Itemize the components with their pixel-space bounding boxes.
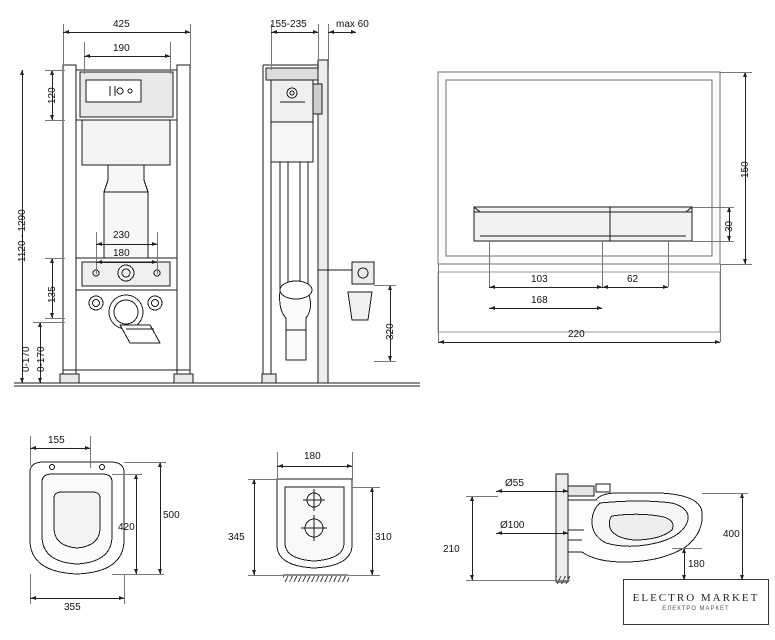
- dim-label-103: 103: [531, 274, 548, 285]
- ext-line: [348, 575, 380, 576]
- ext-line: [30, 436, 31, 466]
- dim-label-30: 30: [724, 220, 735, 232]
- dim-label-d55: Ø55: [505, 478, 524, 489]
- dim-label-0-170-outer: 0-170: [21, 346, 32, 372]
- dim-label-345: 345: [228, 532, 245, 543]
- ext-line: [352, 452, 353, 480]
- dim-line-155-235: [271, 32, 318, 33]
- dim-label-120: 120: [47, 87, 58, 104]
- ext-line: [190, 24, 191, 68]
- ext-line: [45, 120, 65, 121]
- ext-line: [157, 232, 158, 274]
- dim-line-400: [742, 493, 743, 580]
- dim-line-210: [472, 496, 473, 580]
- ext-line: [352, 487, 380, 488]
- ext-line: [124, 462, 166, 463]
- dim-label-220: 220: [568, 329, 585, 340]
- ext-line: [602, 241, 603, 287]
- dim-label-180-front: 180: [113, 248, 130, 259]
- dim-line-180-rear: [277, 466, 352, 467]
- dim-label-500: 500: [163, 510, 180, 521]
- ext-line: [466, 496, 498, 497]
- dim-label-155-235: 155-235: [270, 19, 307, 30]
- dim-line-d100: [496, 533, 568, 534]
- ext-line: [672, 548, 702, 549]
- dim-label-210: 210: [443, 544, 460, 555]
- dim-line-62: [602, 287, 668, 288]
- ext-line: [170, 42, 171, 74]
- ext-line: [466, 580, 570, 581]
- dim-label-320: 320: [385, 323, 396, 340]
- ext-line: [720, 72, 752, 73]
- ext-line: [720, 264, 752, 265]
- dim-line-355: [30, 598, 124, 599]
- dim-line-310: [372, 487, 373, 575]
- dim-label-135: 135: [47, 286, 58, 303]
- dim-line-155: [30, 448, 90, 449]
- dim-line-420: [136, 474, 137, 574]
- dim-label-310: 310: [375, 532, 392, 543]
- ext-line: [45, 70, 65, 71]
- ext-line: [318, 24, 319, 68]
- dim-line-168: [489, 308, 602, 309]
- ext-line: [45, 318, 65, 319]
- ext-line: [112, 474, 142, 475]
- dim-label-168: 168: [531, 295, 548, 306]
- dim-label-0-170-inner: 0-170: [36, 346, 47, 372]
- ext-line: [124, 574, 125, 604]
- ext-line: [692, 207, 734, 208]
- ext-line: [248, 479, 278, 480]
- dim-label-425: 425: [113, 19, 130, 30]
- dim-label-150: 150: [740, 161, 751, 178]
- dim-label-190: 190: [113, 43, 130, 54]
- ext-line: [374, 285, 396, 286]
- ext-line: [90, 436, 91, 468]
- dim-label-400: 400: [723, 529, 740, 540]
- ext-line: [668, 241, 669, 287]
- ext-line: [33, 322, 65, 323]
- dim-label-155: 155: [48, 435, 65, 446]
- ext-line: [374, 361, 396, 362]
- watermark-logo: [623, 579, 769, 625]
- ext-line: [489, 241, 490, 287]
- ext-line: [692, 241, 734, 242]
- dim-label-355: 355: [64, 602, 81, 613]
- ext-line: [45, 258, 65, 259]
- dim-label-max60: max 60: [336, 19, 369, 30]
- dim-label-180-side: 180: [688, 559, 705, 570]
- dim-line-500: [160, 462, 161, 574]
- dim-line-345: [254, 479, 255, 575]
- ext-line: [702, 493, 748, 494]
- ext-line: [96, 232, 97, 274]
- dim-line-103: [489, 287, 602, 288]
- dim-line-425: [63, 32, 190, 33]
- dim-label-230: 230: [113, 230, 130, 241]
- dim-label-total-height: 1120 - 1290: [17, 209, 28, 262]
- ext-line: [720, 264, 721, 342]
- ext-line: [248, 575, 284, 576]
- ext-line: [30, 574, 31, 604]
- ground-hatch-seat: [283, 576, 349, 582]
- dim-label-62: 62: [627, 274, 639, 285]
- dim-label-180-rear: 180: [304, 451, 321, 462]
- dim-label-420: 420: [118, 522, 135, 533]
- dim-line-190: [84, 56, 170, 57]
- dim-line-d55: [496, 491, 568, 492]
- ext-line: [84, 42, 85, 74]
- ext-line: [112, 574, 164, 575]
- dim-line-230: [96, 244, 157, 245]
- watermark-line1: ELECTRO MARKET: [632, 592, 760, 604]
- dim-label-d100: Ø100: [500, 520, 525, 531]
- dim-line-220: [438, 342, 720, 343]
- dim-line-180-front: [96, 262, 157, 263]
- watermark-line2: ЕЛЕКТРО МАРКЕТ: [662, 606, 730, 612]
- ext-line: [438, 264, 439, 342]
